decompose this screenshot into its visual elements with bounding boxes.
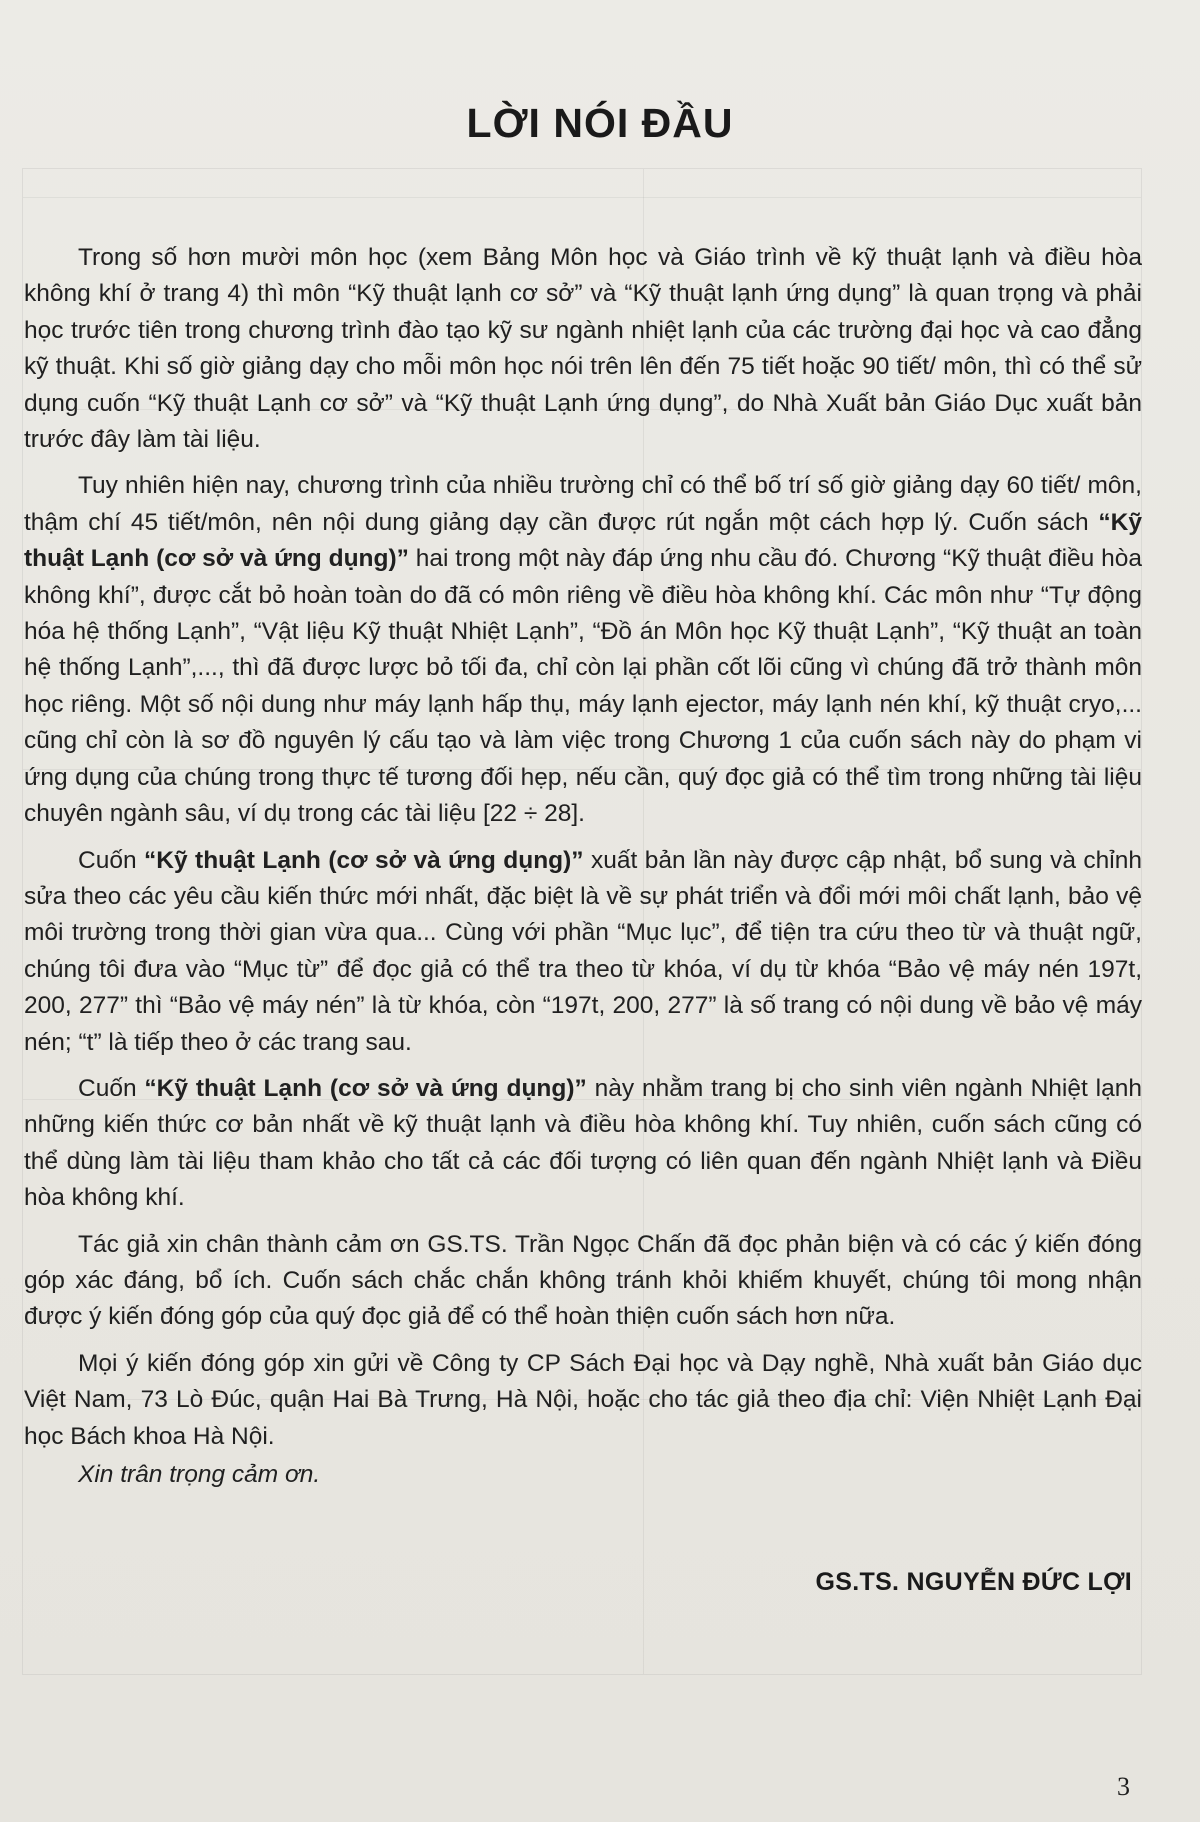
- book-title-bold: “Kỹ thuật Lạnh (cơ sở và ứng dụng)”: [144, 846, 584, 874]
- paragraph: [24, 843, 1142, 1061]
- paragraph-text: xuất bản lần này được cập nhật, bổ sung và chỉnh sửa theo các yêu cầu kiến thức mới nhất, đặc biệt là về sự phát triển và đổi mới môi chất lạnh, bảo vệ môi trường trong thời gian vừa qua... Cùng với phần “Mục lục”, để tiện tra cứu theo từ và thuật ngữ, chúng tôi đưa vào “Mục từ” để đọc giả có thể tra theo từ khóa, ví dụ từ khóa “Bảo vệ máy nén 197t, 200, 277” thì “Bảo vệ máy nén” là từ khóa, còn “197t, 200, 277” là số trang có nội dung về bảo vệ máy nén; “t” là tiếp theo ở các trang sau.: [24, 846, 1142, 1056]
- paragraph-text: Trong số hơn mười môn học (xem Bảng Môn học và Giáo trình về kỹ thuật lạnh và điều hòa không khí ở trang 4) thì môn “Kỹ thuật lạnh cơ sở” và “Kỹ thuật lạnh ứng dụng” là quan trọng và phải học trước tiên trong chương trình đào tạo kỹ sư ngành nhiệt lạnh của các trường đại học và cao đẳng kỹ thuật. Khi số giờ giảng dạy cho mỗi môn học nói trên lên đến 75 tiết hoặc 90 tiết/ môn, thì có thể sử dụng cuốn “Kỹ thuật Lạnh cơ sở” và “Kỹ thuật Lạnh ứng dụng”, do Nhà Xuất bản Giáo Dục xuất bản trước đây làm tài liệu.: [24, 244, 1142, 454]
- paragraph-text: Cuốn: [78, 1074, 145, 1102]
- paragraph: [24, 1227, 1142, 1336]
- paragraph-text: hai trong một này đáp ứng nhu cầu đó. Chương “Kỹ thuật điều hòa không khí”, được cắt bỏ hoàn toàn do đã có môn riêng về điều hòa không khí. Các môn như “Tự động hóa hệ thống Lạnh”, “Vật liệu Kỹ thuật Nhiệt Lạnh”, “Đồ án Môn học Kỹ thuật Lạnh”, “Kỹ thuật an toàn hệ thống Lạnh”,..., thì đã được lược bỏ tối đa, chỉ còn lại phần cốt lõi cũng vì chúng đã trở thành môn học riêng. Một số nội dung như máy lạnh hấp thụ, máy lạnh ejector, máy lạnh nén khí, kỹ thuật cryo,... cũng chỉ còn là sơ đồ nguyên lý cấu tạo và làm việc trong Chương 1 của cuốn sách này do phạm vi ứng dụng của chúng trong thực tế tương đối hẹp, nếu cần, quý đọc giả có thể tìm trong những tài liệu chuyên ngành sâu, ví dụ trong các tài liệu [22 ÷ 28].: [24, 545, 1142, 828]
- closing-line: Xin trân trọng cảm ơn.: [78, 1461, 321, 1488]
- paragraph: [24, 468, 1142, 832]
- page-title: LỜI NÓI ĐẦU: [466, 100, 734, 146]
- paragraph-text: Mọi ý kiến đóng góp xin gửi về Công ty CP Sách Đại học và Dạy nghề, Nhà xuất bản Giáo dục Việt Nam, 73 Lò Đúc, quận Hai Bà Trưng, Hà Nội, hoặc cho tác giả theo địa chỉ: Viện Nhiệt Lạnh Đại học Bách khoa Hà Nội.: [24, 1349, 1142, 1450]
- paragraph-text: này nhằm trang bị cho sinh viên ngành Nhiệt lạnh những kiến thức cơ bản nhất về kỹ thuật lạnh và điều hòa không khí. Tuy nhiên, cuốn sách cũng có thể dùng làm tài liệu tham khảo cho tất cả các đối tượng có liên quan đến ngành Nhiệt lạnh và Điều hòa không khí.: [24, 1074, 1142, 1212]
- page-number: 3: [1117, 1772, 1130, 1801]
- paragraph: [24, 240, 1142, 458]
- author-signature: GS.TS. NGUYỄN ĐỨC LỢI: [815, 1568, 1132, 1596]
- paragraph-text: Tác giả xin chân thành cảm ơn GS.TS. Trần Ngọc Chấn đã đọc phản biện và có các ý kiến đóng góp xác đáng, bổ ích. Cuốn sách chắc chắn không tránh khỏi khiếm khuyết, chúng tôi mong nhận được ý kiến đóng góp của quý đọc giả để có thể hoàn thiện cuốn sách hơn nữa.: [24, 1230, 1142, 1331]
- paragraph: [24, 1346, 1142, 1455]
- book-title-bold: “Kỹ thuật Lạnh (cơ sở và ứng dụng)”: [144, 1074, 587, 1102]
- paragraph-text: Cuốn: [78, 846, 145, 874]
- bleed-horizontal-rule: [23, 197, 1141, 198]
- paragraph-text: Tuy nhiên hiện nay, chương trình của nhiều trường chỉ có thể bố trí số giờ giảng dạy 60 tiết/ môn, thậm chí 45 tiết/môn, nên nội dung giảng dạy cần được rút ngắn một cách hợp lý. Cuốn sách: [24, 472, 1142, 536]
- foreword-body: [24, 240, 1142, 1493]
- book-title-bold: “Kỹ thuật Lạnh (cơ sở và ứng dụng)”: [24, 508, 1142, 573]
- paragraph: [24, 1071, 1142, 1217]
